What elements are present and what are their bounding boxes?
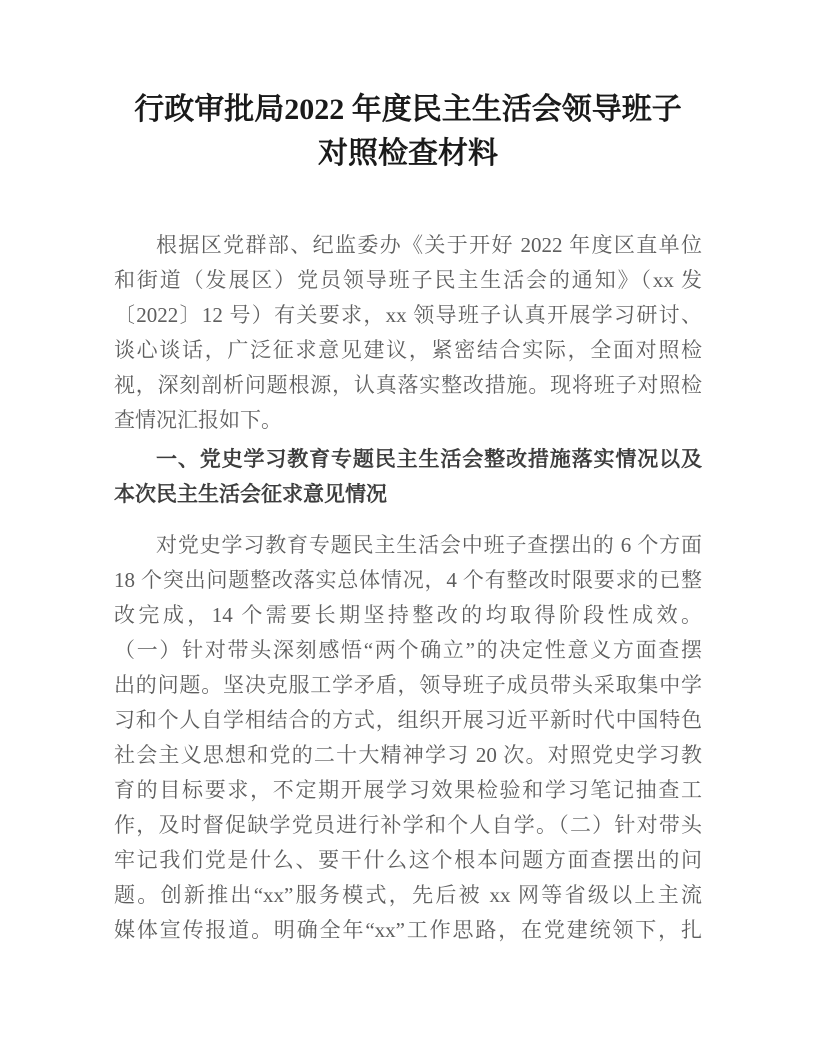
paragraph xyxy=(114,528,702,948)
text-line: 18 个突出问题整改落实总体情况，4 个有整改时限要求的已整 xyxy=(114,568,702,592)
text-line: 习和个人自学相结合的方式，组织开展习近平新时代中国特色 xyxy=(114,708,702,732)
text-line: 〔2022〕12 号）有关要求，xx 领导班子认真开展学习研讨、 xyxy=(114,303,702,327)
section-heading xyxy=(114,442,702,512)
document-title xyxy=(114,88,702,176)
text-line: 视，深刻剖析问题根源，认真落实整改措施。现将班子对照检 xyxy=(114,373,702,397)
document-title-line-1: 行政审批局2022 年度民主生活会领导班子 xyxy=(134,93,682,126)
text-line: 题。创新推出“xx”服务模式，先后被 xx 网等省级以上主流 xyxy=(114,883,702,907)
document-title-line-2: 对照检查材料 xyxy=(318,137,498,170)
text-line: 对党史学习教育专题民主生活会中班子查摆出的 6 个方面 xyxy=(156,533,702,557)
paragraph xyxy=(114,228,702,438)
text-line: 谈心谈话，广泛征求意见建议，紧密结合实际，全面对照检 xyxy=(114,338,702,362)
text-line: 查情况汇报如下。 xyxy=(114,408,282,432)
text-line: 作，及时督促缺学党员进行补学和个人自学。（二）针对带头 xyxy=(114,813,702,837)
text-line: 根据区党群部、纪监委办《关于开好 2022 年度区直单位 xyxy=(156,233,702,257)
text-line: 本次民主生活会征求意见情况 xyxy=(114,482,387,506)
text-line: 一、党史学习教育专题民主生活会整改措施落实情况以及 xyxy=(156,447,702,471)
text-line: 育的目标要求，不定期开展学习效果检验和学习笔记抽查工 xyxy=(114,778,702,802)
text-line: 和街道（发展区）党员领导班子民主生活会的通知》（xx 发 xyxy=(114,268,702,292)
text-line: 出的问题。坚决克服工学矛盾，领导班子成员带头采取集中学 xyxy=(114,673,702,697)
document-body xyxy=(114,228,702,948)
text-line: （一）针对带头深刻感悟“两个确立”的决定性意义方面查摆 xyxy=(114,638,702,662)
text-line: 改完成，14 个需要长期坚持整改的均取得阶段性成效。 xyxy=(114,603,702,627)
text-line: 社会主义思想和党的二十大精神学习 20 次。对照党史学习教 xyxy=(114,743,702,767)
text-line: 牢记我们党是什么、要干什么这个根本问题方面查摆出的问 xyxy=(114,848,702,872)
text-line: 媒体宣传报道。明确全年“xx”工作思路，在党建统领下，扎 xyxy=(114,918,702,942)
